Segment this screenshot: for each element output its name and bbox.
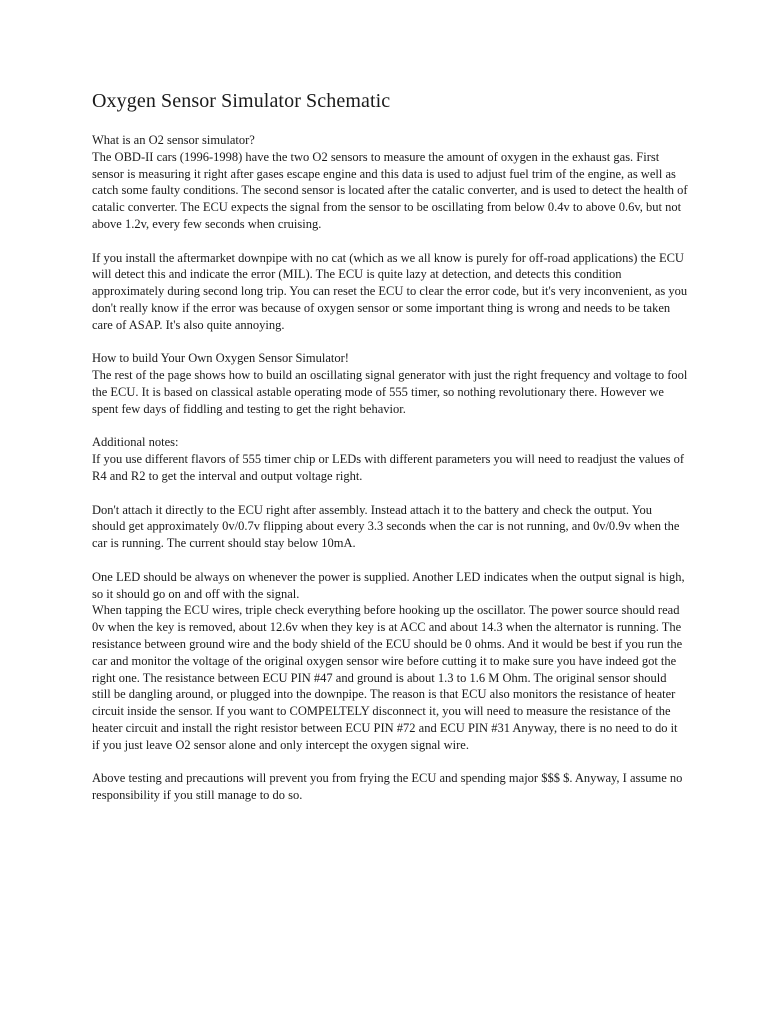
document-page [92, 88, 688, 821]
section-downpipe [92, 250, 688, 334]
section-heading: What is an O2 sensor simulator? [92, 133, 255, 147]
paragraph: The OBD-II cars (1996-1998) have the two O2 sensors to measure the amount of oxygen in the exhaust gas. First sensor is measuring it right after gases escape engine and this data is used to adjust fuel trim of the engine, as well as catch some faulty conditions. The second sensor is located after the catalic converter, and is used to detect the health of catalic converter. The ECU expects the signal from the sensor to be oscillating from below 0.4v to above 0.6v, but not above 1.2v, every few seconds when cruising. [92, 149, 688, 231]
section-attach [92, 502, 688, 552]
section-what-is [92, 132, 688, 233]
paragraph: If you install the aftermarket downpipe with no cat (which as we all know is purely for off-road applications) the ECU will detect this and indicate the error (MIL). The ECU is quite lazy at detection, and detects this condition approximately during second long trip. You can reset the ECU to clear the error code, but it's very inconvenient, as you don't really know if the error was because of oxygen sensor or some important thing is wrong and needs to be taken care of ASAP. It's also quite annoying. [92, 250, 688, 332]
paragraph: One LED should be always on whenever the power is supplied. Another LED indicates when the output signal is high, so it should go on and off with the signal. [92, 569, 685, 601]
section-led-and-tapping [92, 569, 688, 754]
paragraph: Above testing and precautions will prevent you from frying the ECU and spending major $$$ $. Anyway, I assume no responsibility if you still manage to do so. [92, 771, 683, 803]
section-disclaimer [92, 770, 688, 804]
section-heading: Additional notes: [92, 435, 179, 450]
section-how-to-build [92, 350, 688, 417]
section-heading: How to build Your Own Oxygen Sensor Simulator! [92, 351, 349, 366]
page-title: Oxygen Sensor Simulator Schematic [92, 90, 391, 112]
paragraph: The rest of the page shows how to build an oscillating signal generator with just the right frequency and voltage to fool the ECU. It is based on classical astable operating mode of 555 timer, so nothing revolutionary there. However we spent few days of fiddling and testing to get the right behavior. [92, 368, 688, 416]
section-additional-notes [92, 434, 688, 484]
paragraph: If you use different flavors of 555 timer chip or LEDs with different parameters you will need to readjust the values of R4 and R2 to get the interval and output voltage right. [92, 452, 685, 483]
paragraph: Don't attach it directly to the ECU right after assembly. Instead attach it to the battery and check the output. You should get approximately 0v/0.7v flipping about every 3.3 seconds when the car is not running, and 0v/0.9v when the car is running. The current should stay below 10mA. [92, 502, 680, 551]
paragraph: When tapping the ECU wires, triple check everything before hooking up the oscillator. The power source should read 0v when the key is removed, about 12.6v when they key is at ACC and about 14.3 when the alternator is running. The resistance between ground wire and the body shield of the ECU should be 0 ohms. And it would be best if you run the car and monitor the voltage of the original oxygen sensor wire before cutting it to make sure you have indeed got the right one. The resistance between ECU PIN #47 and ground is about 1.3 to 1.6 M Ohm. The original sensor should still be dangling around, or plugged into the downpipe. The reason is that ECU also monitors the resistance of heater circuit inside the sensor. If you want to COMPELTELY disconnect it, you will need to measure the resistance of the heater circuit and install the right resistor between ECU PIN #72 and ECU PIN #31 Anyway, there is no need to do it if you just leave O2 sensor alone and only intercept the oxygen signal wire. [92, 603, 683, 752]
